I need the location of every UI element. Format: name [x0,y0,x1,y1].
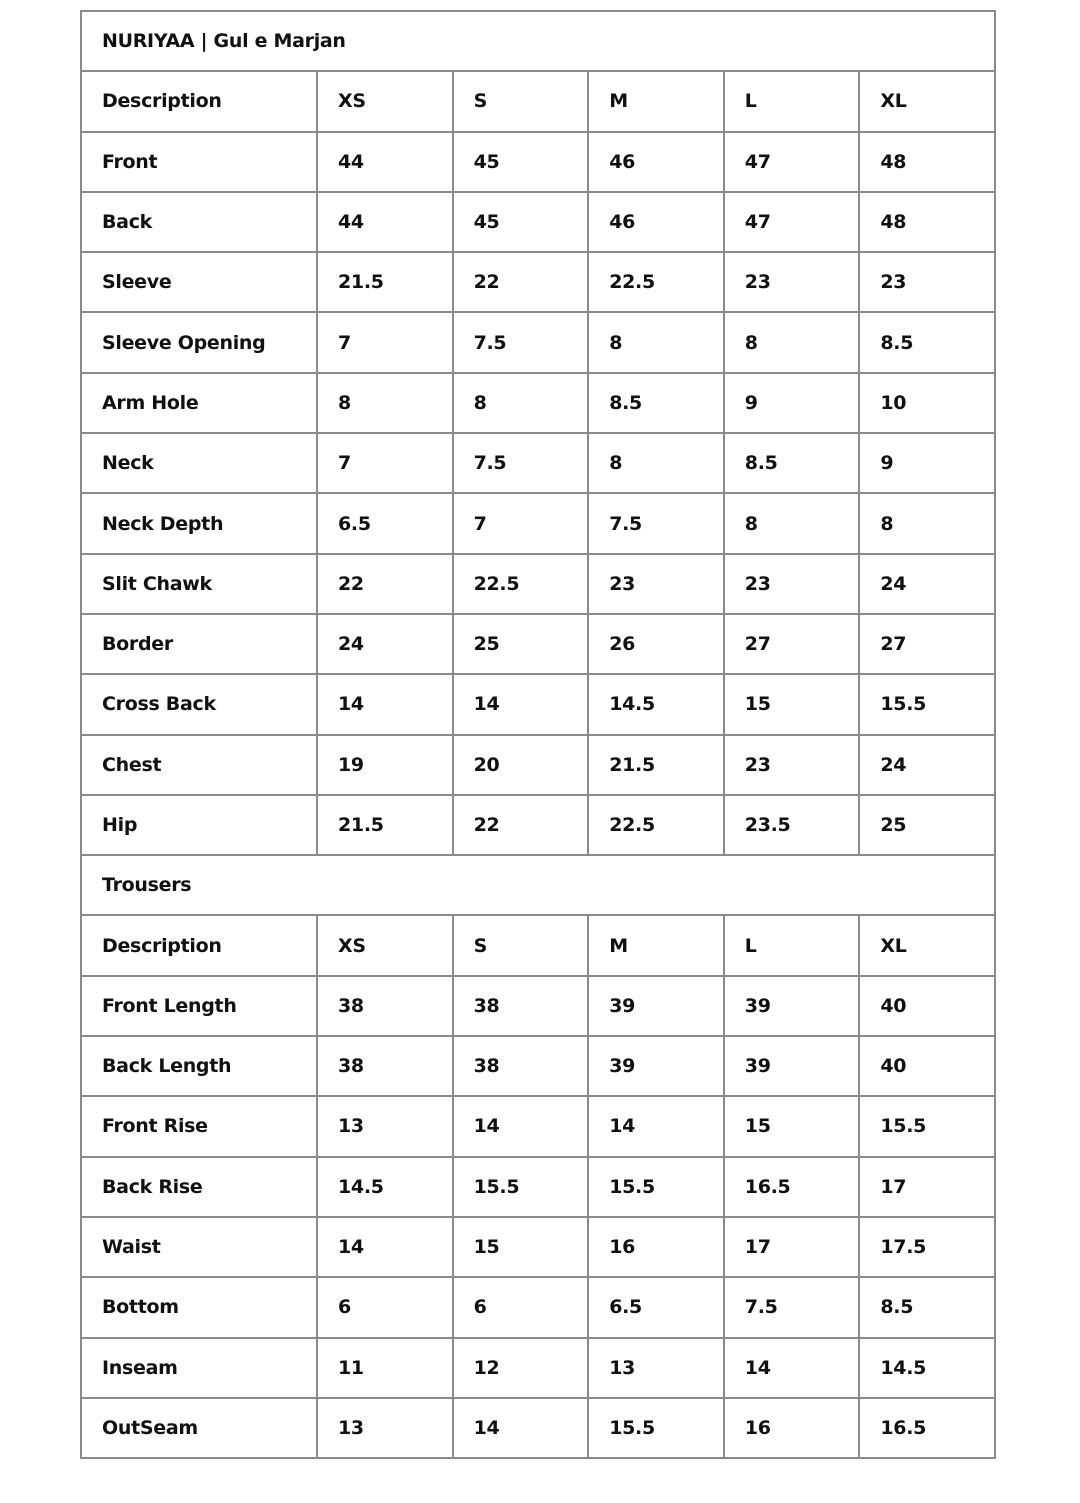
measurement-value: 13 [317,1096,453,1156]
table-row [81,252,995,312]
measurement-value: 14 [724,1338,860,1398]
measurement-value: 14.5 [317,1157,453,1217]
measurement-value: 8.5 [724,433,860,493]
measurement-value: 48 [859,132,995,192]
measurement-value: 39 [588,1036,724,1096]
measurement-label: Back Length [81,1036,317,1096]
section-row [81,855,995,915]
measurement-value: 8 [724,493,860,553]
measurement-value: 38 [453,976,589,1036]
measurement-value: 6 [453,1277,589,1337]
measurement-value: 23 [859,252,995,312]
table-row [81,312,995,372]
measurement-value: 11 [317,1338,453,1398]
measurement-value: 25 [453,614,589,674]
column-header-size: L [724,71,860,131]
measurement-value: 15 [724,674,860,734]
measurement-value: 17.5 [859,1217,995,1277]
measurement-value: 15 [724,1096,860,1156]
measurement-value: 20 [453,735,589,795]
measurement-value: 15 [453,1217,589,1277]
table-row [81,1398,995,1458]
measurement-value: 8.5 [859,312,995,372]
measurement-label: Slit Chawk [81,554,317,614]
measurement-value: 13 [317,1398,453,1458]
measurement-value: 19 [317,735,453,795]
measurement-label: Neck [81,433,317,493]
table-row [81,674,995,734]
table-row [81,192,995,252]
measurement-label: Waist [81,1217,317,1277]
measurement-value: 6.5 [588,1277,724,1337]
measurement-label: Front Rise [81,1096,317,1156]
measurement-value: 22 [317,554,453,614]
measurement-value: 46 [588,192,724,252]
measurement-value: 23 [588,554,724,614]
measurement-value: 38 [453,1036,589,1096]
measurement-value: 21.5 [317,795,453,855]
column-header-size: XS [317,915,453,975]
measurement-value: 15.5 [453,1157,589,1217]
measurement-value: 8 [453,373,589,433]
table-row [81,554,995,614]
measurement-value: 7.5 [588,493,724,553]
size-chart-table [80,10,996,1459]
measurement-value: 14 [317,1217,453,1277]
measurement-value: 10 [859,373,995,433]
measurement-value: 22 [453,795,589,855]
measurement-label: Inseam [81,1338,317,1398]
measurement-label: OutSeam [81,1398,317,1458]
column-header-size: M [588,915,724,975]
measurement-value: 9 [859,433,995,493]
measurement-value: 16 [588,1217,724,1277]
table-row [81,1277,995,1337]
measurement-value: 40 [859,1036,995,1096]
column-header-size: XL [859,915,995,975]
column-header-size: M [588,71,724,131]
measurement-value: 14 [453,1096,589,1156]
measurement-value: 25 [859,795,995,855]
measurement-value: 47 [724,192,860,252]
measurement-value: 24 [317,614,453,674]
measurement-value: 15.5 [588,1157,724,1217]
measurement-label: Neck Depth [81,493,317,553]
measurement-value: 15.5 [588,1398,724,1458]
measurement-value: 12 [453,1338,589,1398]
measurement-value: 16 [724,1398,860,1458]
measurement-value: 48 [859,192,995,252]
measurement-value: 14 [317,674,453,734]
column-header-description: Description [81,71,317,131]
measurement-value: 8 [588,312,724,372]
measurement-value: 7.5 [724,1277,860,1337]
measurement-value: 24 [859,554,995,614]
measurement-value: 46 [588,132,724,192]
table-row [81,1217,995,1277]
measurement-value: 7 [317,312,453,372]
measurement-label: Back Rise [81,1157,317,1217]
table-row [81,493,995,553]
measurement-value: 14 [453,1398,589,1458]
column-header-size: L [724,915,860,975]
table-row [81,132,995,192]
measurement-value: 23 [724,735,860,795]
measurement-value: 21.5 [317,252,453,312]
table-row [81,373,995,433]
measurement-value: 17 [859,1157,995,1217]
section-label-trousers: Trousers [81,855,995,915]
measurement-value: 15.5 [859,1096,995,1156]
measurement-label: Hip [81,795,317,855]
measurement-label: Border [81,614,317,674]
table-row [81,614,995,674]
measurement-value: 22.5 [588,252,724,312]
measurement-value: 14.5 [859,1338,995,1398]
measurement-value: 45 [453,192,589,252]
measurement-value: 7.5 [453,433,589,493]
measurement-value: 45 [453,132,589,192]
measurement-value: 16.5 [724,1157,860,1217]
measurement-value: 27 [724,614,860,674]
measurement-value: 7 [453,493,589,553]
table-row [81,735,995,795]
measurement-value: 27 [859,614,995,674]
table-row [81,1157,995,1217]
measurement-label: Cross Back [81,674,317,734]
measurement-value: 6 [317,1277,453,1337]
table-row [81,1036,995,1096]
measurement-value: 9 [724,373,860,433]
measurement-value: 44 [317,132,453,192]
shirt-header-row [81,71,995,131]
title-row [81,11,995,71]
measurement-label: Front [81,132,317,192]
measurement-value: 14 [453,674,589,734]
measurement-value: 23 [724,554,860,614]
measurement-value: 39 [724,976,860,1036]
measurement-value: 21.5 [588,735,724,795]
table-row [81,1096,995,1156]
size-chart-body [81,11,995,1458]
column-header-size: S [453,915,589,975]
measurement-value: 16.5 [859,1398,995,1458]
measurement-value: 23 [724,252,860,312]
measurement-label: Front Length [81,976,317,1036]
measurement-value: 44 [317,192,453,252]
measurement-value: 22.5 [588,795,724,855]
measurement-label: Sleeve [81,252,317,312]
table-row [81,433,995,493]
measurement-value: 26 [588,614,724,674]
measurement-value: 8.5 [859,1277,995,1337]
trouser-header-row [81,915,995,975]
measurement-value: 40 [859,976,995,1036]
measurement-value: 8 [724,312,860,372]
measurement-value: 39 [588,976,724,1036]
measurement-value: 7 [317,433,453,493]
measurement-label: Bottom [81,1277,317,1337]
measurement-label: Arm Hole [81,373,317,433]
table-row [81,1338,995,1398]
table-row [81,976,995,1036]
column-header-description: Description [81,915,317,975]
chart-title: NURIYAA | Gul e Marjan [81,11,995,71]
measurement-value: 8 [859,493,995,553]
measurement-value: 17 [724,1217,860,1277]
column-header-size: XL [859,71,995,131]
measurement-value: 22.5 [453,554,589,614]
measurement-value: 14.5 [588,674,724,734]
measurement-value: 47 [724,132,860,192]
measurement-value: 38 [317,1036,453,1096]
measurement-value: 15.5 [859,674,995,734]
measurement-value: 8 [317,373,453,433]
measurement-value: 22 [453,252,589,312]
measurement-value: 6.5 [317,493,453,553]
measurement-value: 39 [724,1036,860,1096]
measurement-value: 38 [317,976,453,1036]
measurement-label: Back [81,192,317,252]
measurement-value: 7.5 [453,312,589,372]
measurement-value: 14 [588,1096,724,1156]
table-row [81,795,995,855]
measurement-value: 8 [588,433,724,493]
measurement-value: 13 [588,1338,724,1398]
measurement-label: Sleeve Opening [81,312,317,372]
measurement-value: 24 [859,735,995,795]
measurement-value: 8.5 [588,373,724,433]
measurement-value: 23.5 [724,795,860,855]
column-header-size: XS [317,71,453,131]
measurement-label: Chest [81,735,317,795]
column-header-size: S [453,71,589,131]
